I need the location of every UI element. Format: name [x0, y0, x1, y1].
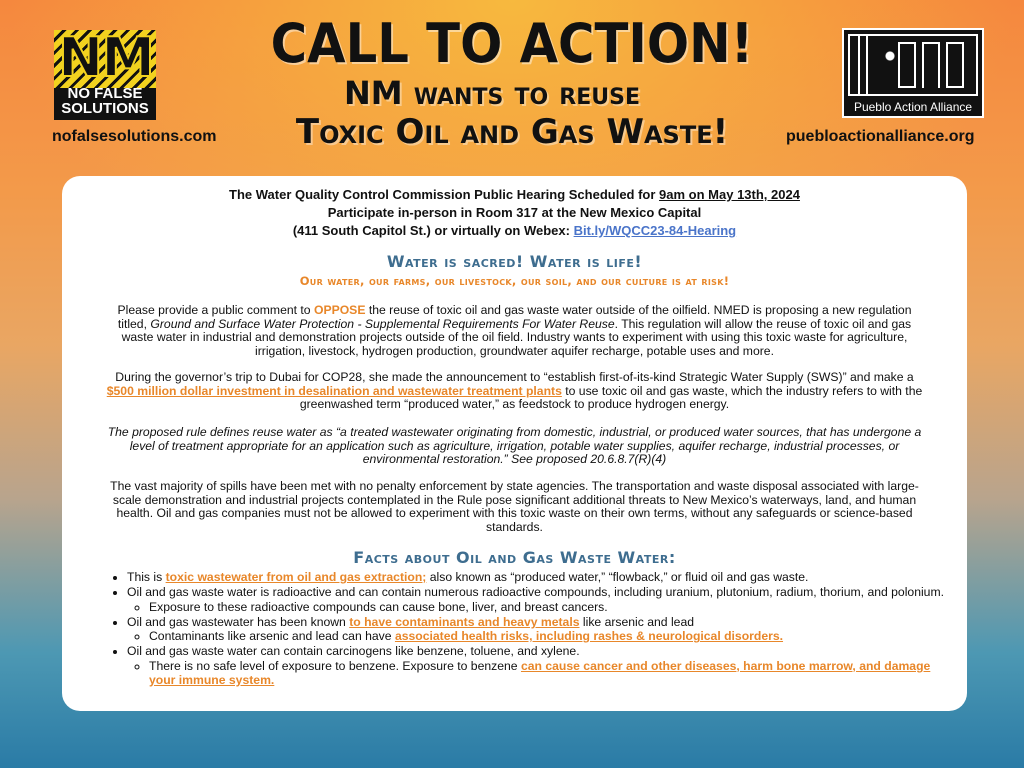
left-website[interactable]: nofalsesolutions.com	[52, 128, 217, 145]
logo-art	[848, 34, 978, 96]
list-item: • This is toxic wastewater from oil and gas extraction; also known as “produced water,” “flowback,” or fluid oil and gas waste.	[127, 570, 947, 584]
fact-link-extraction[interactable]: toxic wastewater from oil and gas extraction;	[165, 570, 427, 584]
pueblo-action-alliance-logo	[842, 28, 984, 118]
sub-list-item: ◦ Contaminants like arsenic and lead can have associated health risks, including rashes & neurological disorders.	[149, 629, 947, 643]
slogan: Water is sacred! Water is life!	[386, 252, 643, 271]
paragraph-cop28: During the governor’s trip to Dubai for COP28, she made the announcement to “establish first-of-its-kind Strategic Water Supply (SWS)” and make a $500 million dollar investment in desalination and wastewater treatment plants to use toxic oil and gas waste, which the industry refers to with the greenwashed term “produced water,” as feedstock to produce hydrogen energy.	[106, 370, 923, 411]
sub-list-item: ◦ Exposure to these radioactive compounds can cause bone, liver, and breast cancers.	[149, 600, 947, 614]
sub-list-item: ◦ There is no safe level of exposure to benzene. Exposure to benzene can cause cancer and other diseases, harm bone marrow, and damage your immune system.	[149, 659, 947, 688]
paragraph-spills: The vast majority of spills have been met with no penalty enforcement by state agencies. The transportation and waste disposal associated with large-scale demonstration and industrial projects contemplated in the Rule pose significant additional threats to New Mexico’s waterways, land, and human health. Oil and gas companies must not be allowed to experiment with this toxic waste on their own terms, without any safeguards or science-based standards.	[110, 479, 919, 534]
hearing-info	[62, 186, 967, 240]
fact-link-health-risks[interactable]: associated health risks, including rashes & neurological disorders.	[394, 629, 784, 644]
list-item: • Oil and gas waste water is radioactive and can contain numerous radioactive compounds, including uranium, plutonium, radium, thorium, and polonium. ◦ Exposure to these radioactive compounds can cause bone, liver, and breast cancers.	[127, 585, 947, 614]
hearing-line1: The Water Quality Control Commission Public Hearing Scheduled for	[229, 187, 660, 202]
hearing-line3: (411 South Capitol St.) or virtually on Webex:	[292, 223, 574, 238]
paragraph-definition: The proposed rule defines reuse water as “a treated wastewater originating from domestic, industrial, or produced water sources, that has undergone a level of treatment appropriate for an application such as agriculture, irrigation, potable water supplies, aquifer recharge, industrial processes, or environmental restoration.” See proposed 20.6.8.7(R)(4)	[107, 425, 922, 466]
investment-link[interactable]: $500 million dollar investment in desalination and wastewater treatment plants	[106, 383, 562, 398]
right-website[interactable]: puebloactionalliance.org	[786, 128, 975, 145]
logo-text: NO FALSE SOLUTIONS	[61, 85, 149, 117]
nm-letters: NM	[58, 26, 153, 89]
fact-link-contaminants[interactable]: to have contaminants and heavy metals	[349, 614, 580, 629]
hearing-line2: Participate in-person in Room 317 at the New Mexico Capital	[327, 205, 702, 220]
hearing-date: 9am on May 13th, 2024	[659, 187, 800, 202]
subtitle-line1: NM wants to reuse	[343, 74, 641, 112]
list-item: • Oil and gas waste water can contain carcinogens like benzene, toluene, and xylene. ◦ There is no safe level of exposure to benzene. Exposure to benzene can cause cancer and other diseases, harm bone marrow, and damage your immune system.	[127, 644, 947, 687]
paragraph-oppose: Please provide a public comment to OPPOSE the reuse of toxic oil and gas waste water outside of the oilfield. NMED is proposing a new regulation titled, Ground and Surface Water Protection - Supplemental Requirements For Water Reuse. This regulation will allow the reuse of toxic oil and gas waste water in industrial and demonstration projects outside of the oil field. Industry wants to experiment with using this toxic waste for agriculture, irrigation, livestock, hydrogen production, groundwater aquifer recharge, potable uses and more.	[117, 303, 912, 358]
list-item: • Oil and gas wastewater has been known to have contaminants and heavy metals like arsenic and lead ◦ Contaminants like arsenic and lead can have associated health risks, including rashes & neurological disorders.	[127, 615, 947, 644]
facts-heading: Facts about Oil and Gas Waste Water:	[353, 548, 676, 567]
page-title: CALL TO ACTION!	[270, 12, 754, 75]
oppose-word: OPPOSE	[313, 303, 366, 317]
subtitle-line2: Toxic Oil and Gas Waste!	[295, 112, 729, 152]
fact-link-benzene[interactable]: can cause cancer and other diseases, harm bone marrow, and damage your immune system.	[149, 658, 931, 688]
regulation-title: Ground and Surface Water Protection - Supplemental Requirements For Water Reuse	[150, 316, 615, 331]
facts-list	[108, 570, 947, 688]
logo-text: Pueblo Action Alliance	[853, 100, 973, 114]
content-card	[62, 176, 967, 711]
webex-link[interactable]: Bit.ly/WQCC23-84-Hearing	[573, 223, 737, 238]
risk-subheading: Our water, our farms, our livestock, our soil, and our culture is at risk!	[299, 274, 730, 288]
